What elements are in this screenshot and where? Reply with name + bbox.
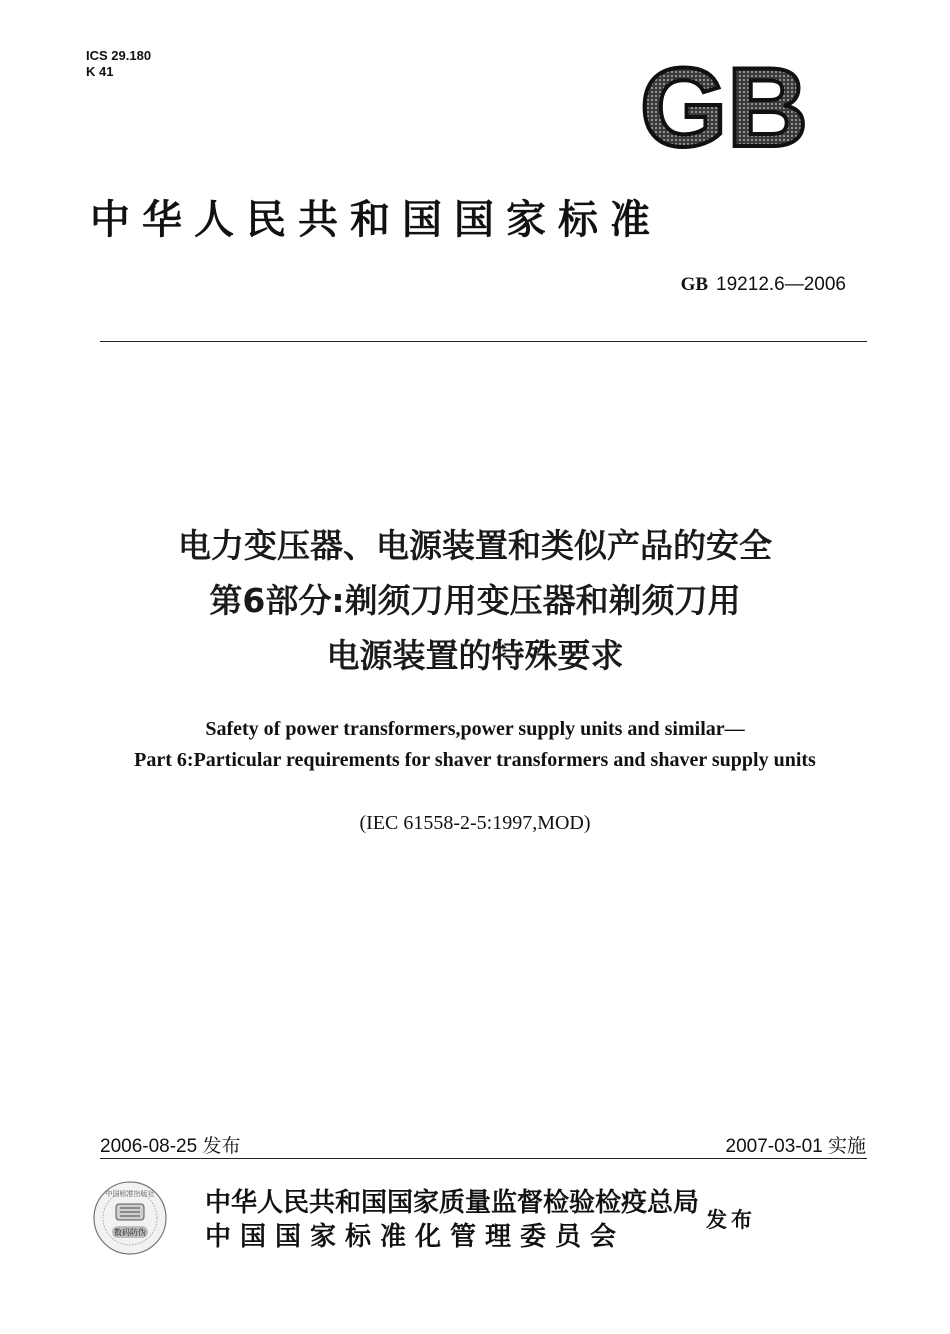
class-code: K 41: [86, 64, 114, 79]
national-standard-title: 中华人民共和国国家标准: [90, 196, 662, 243]
issuer-line2: 中国国家标准化管理委员会: [205, 1222, 626, 1252]
doc-title-cn-line1: 电力变压器、电源装置和类似产品的安全: [178, 526, 772, 565]
doc-title-en-line2: Part 6:Particular requirements for shaver transformers and shaver supply units: [134, 749, 816, 771]
gb-logo-text: GB: [640, 58, 808, 158]
doc-title-cn-line2: 第6部分:剃须刀用变压器和剃须刀用: [209, 581, 741, 620]
classification-block: [86, 48, 151, 80]
seal-bottom-text: 数码防伪: [114, 1228, 146, 1237]
issuer-line1: 中华人民共和国国家质量监督检验检疫总局: [205, 1188, 700, 1218]
implementation-date: 2007-03-01 实施: [725, 1136, 866, 1157]
iec-adoption: (IEC 61558-2-5:1997,MOD): [359, 812, 591, 834]
doc-title-cn-line3: 电源装置的特殊要求: [326, 636, 624, 675]
top-divider: [100, 341, 867, 342]
standard-number-prefix: GB: [680, 274, 709, 295]
anti-counterfeit-seal: [92, 1180, 168, 1256]
ics-code: ICS 29.180: [86, 48, 152, 63]
seal-top-text: 中国标准出版社: [105, 1190, 155, 1198]
issue-date: 2006-08-25 发布: [100, 1136, 241, 1157]
bottom-divider: [100, 1158, 867, 1159]
standard-number-value: 19212.6—2006: [716, 274, 846, 295]
issuer-block: [205, 1186, 699, 1254]
doc-title-en-line1: Safety of power transformers,power supply units and similar—: [205, 718, 745, 740]
publish-label: 发布: [706, 1208, 756, 1232]
standard-number: [600, 274, 846, 296]
gb-logo: [630, 58, 818, 158]
